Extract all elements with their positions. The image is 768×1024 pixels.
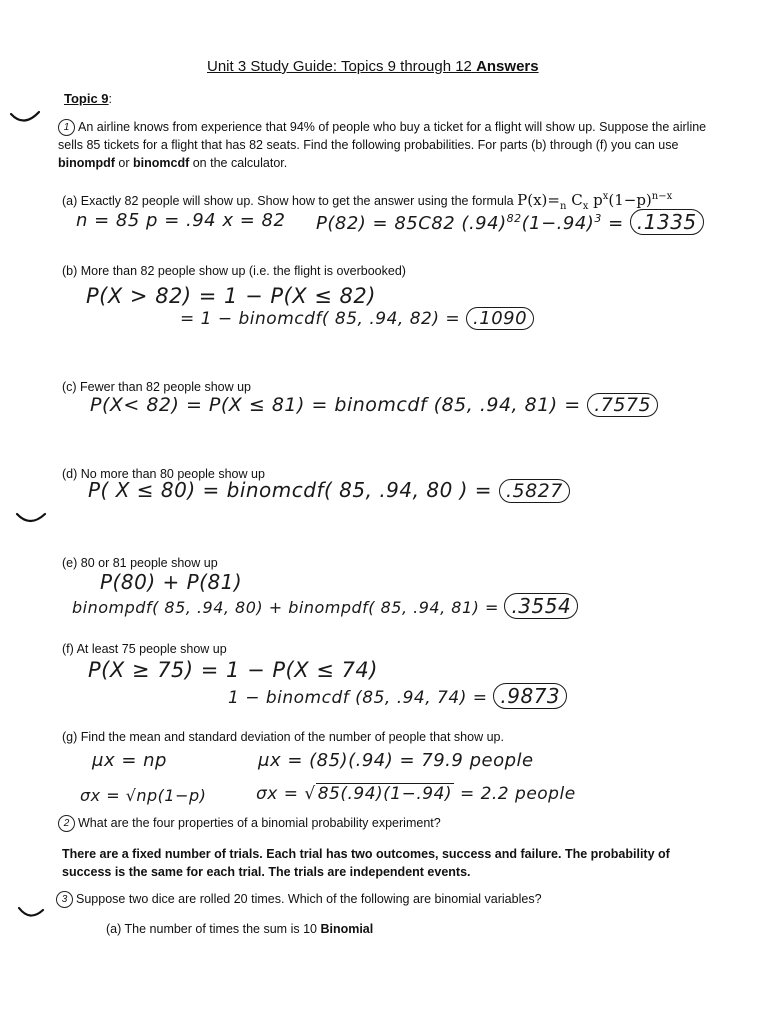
part-b-line-2 — [180, 308, 534, 329]
formula-eq: = — [547, 191, 560, 209]
formula-c: C — [571, 191, 583, 209]
work-exp-2: 3 — [594, 212, 602, 225]
part-g-sd-calc — [256, 784, 576, 804]
binomial-formula — [517, 191, 673, 212]
question-text: An airline knows from experience that 94% of people who buy a ticket for a flight will show up. Suppose the airline sells 85 tickets for a flight that has 82 seats. Find the following probabilities. For parts (b) through (f) you can use — [58, 120, 707, 153]
topic-colon: : — [108, 92, 113, 106]
part-g-prompt: (g) Find the mean and standard deviation of the number of people that show up. — [62, 730, 504, 744]
question-number: 2 — [58, 815, 75, 832]
part-e-prompt: (e) 80 or 81 people show up — [62, 556, 218, 570]
part-c-line-1 — [90, 394, 658, 416]
part-answer: Binomial — [320, 922, 374, 936]
answer-box: .5827 — [499, 479, 570, 503]
work-text: P(X< 82) = P(X ≤ 81) = binomcdf (85, .94, 81) = — [90, 394, 581, 416]
part-g-mean-formula: μx = np — [92, 750, 167, 771]
question-text-end: on the calculator. — [189, 156, 288, 171]
work-text: 1 − binomcdf (85, .94, 74) = — [228, 688, 488, 708]
check-mark-icon — [16, 904, 46, 924]
part-b-prompt: (b) More than 82 people show up (i.e. the flight is overbooked) — [62, 264, 406, 278]
question-3 — [56, 890, 542, 908]
work-text: = 1 − binomcdf( 85, .94, 82) = — [180, 309, 461, 329]
binomcdf-keyword: binomcdf — [133, 156, 190, 171]
work-text: P( X ≤ 80) = binomcdf( 85, .94, 80 ) = — [88, 478, 493, 502]
formula-x: x — [582, 201, 589, 212]
topic-heading — [64, 90, 112, 108]
question-text: Suppose two dice are rolled 20 times. Which of the following are binomial variables? — [76, 892, 542, 906]
question-2-answer: There are a fixed number of trials. Each trial has two outcomes, success and failure. The probability of success is the same for each trial. The trials are independent events. — [62, 847, 670, 879]
part-d-line-1 — [88, 478, 570, 502]
formula-p: P(x) — [517, 191, 548, 209]
question-number: 3 — [56, 891, 73, 908]
title-text: Unit 3 Study Guide: Topics 9 through 12 — [207, 58, 472, 75]
part-e-line-1: P(80) + P(81) — [100, 570, 243, 594]
part-f-line-2 — [228, 684, 567, 708]
question-2 — [58, 814, 441, 832]
page-title — [207, 58, 539, 75]
answer-box: .7575 — [587, 393, 658, 417]
title-answers: Answers — [476, 58, 539, 75]
formula-px: p — [593, 191, 603, 209]
part-f-line-1: P(X ≥ 75) = 1 − P(X ≤ 74) — [88, 658, 378, 682]
check-mark-icon — [8, 108, 42, 130]
work-eq: = — [608, 213, 624, 234]
answer-box: .1335 — [630, 209, 704, 235]
part-d-prompt: (d) No more than 80 people show up — [62, 467, 265, 481]
work-text: binompdf( 85, .94, 80) + binompdf( 85, .94, 81) = — [72, 598, 499, 617]
binompdf-keyword: binompdf — [58, 156, 115, 171]
part-a-work — [316, 210, 704, 234]
sd-radicand: 85(.94)(1−.94) — [317, 784, 453, 804]
check-mark-icon — [14, 508, 48, 530]
formula-q: (1−p) — [608, 191, 652, 209]
formula-q-exp: n−x — [651, 191, 673, 202]
sd-rhs: = 2.2 people — [459, 784, 576, 804]
work-text: P(82) = 85C82 (.94) — [316, 213, 507, 234]
part-g-mean-calc: μx = (85)(.94) = 79.9 people — [258, 750, 534, 771]
part-g-sd-formula: σx = √np(1−p) — [80, 786, 207, 805]
part-a-givens: n = 85 p = .94 x = 82 — [76, 210, 286, 231]
answer-box: .9873 — [493, 683, 567, 709]
part-b-line-1: P(X > 82) = 1 − P(X ≤ 82) — [86, 284, 376, 308]
part-c-prompt: (c) Fewer than 82 people show up — [62, 380, 251, 394]
formula-px-exp: x — [602, 191, 609, 202]
answer-box: .3554 — [504, 593, 578, 619]
part-e-line-2 — [72, 594, 578, 618]
part-text: (a) The number of times the sum is 10 — [106, 922, 317, 936]
work-exp: 82 — [506, 212, 522, 225]
or-text: or — [114, 156, 133, 171]
prompt-text: (a) Exactly 82 people will show up. Show how to get the answer using the formula — [62, 194, 514, 208]
question-number: 1 — [58, 119, 75, 136]
sqrt-icon: √ — [304, 784, 316, 804]
part-f-prompt: (f) At least 75 people show up — [62, 642, 227, 656]
topic-label: Topic 9 — [64, 91, 109, 106]
formula-n: n — [559, 201, 567, 212]
question-text: What are the four properties of a binomial probability experiment? — [78, 816, 441, 830]
sd-lhs: σx = — [256, 784, 299, 804]
question-3-part-a — [106, 920, 373, 938]
question-1 — [58, 118, 708, 172]
work-text-2: (1−.94) — [521, 213, 595, 234]
answer-box: .1090 — [466, 307, 534, 330]
